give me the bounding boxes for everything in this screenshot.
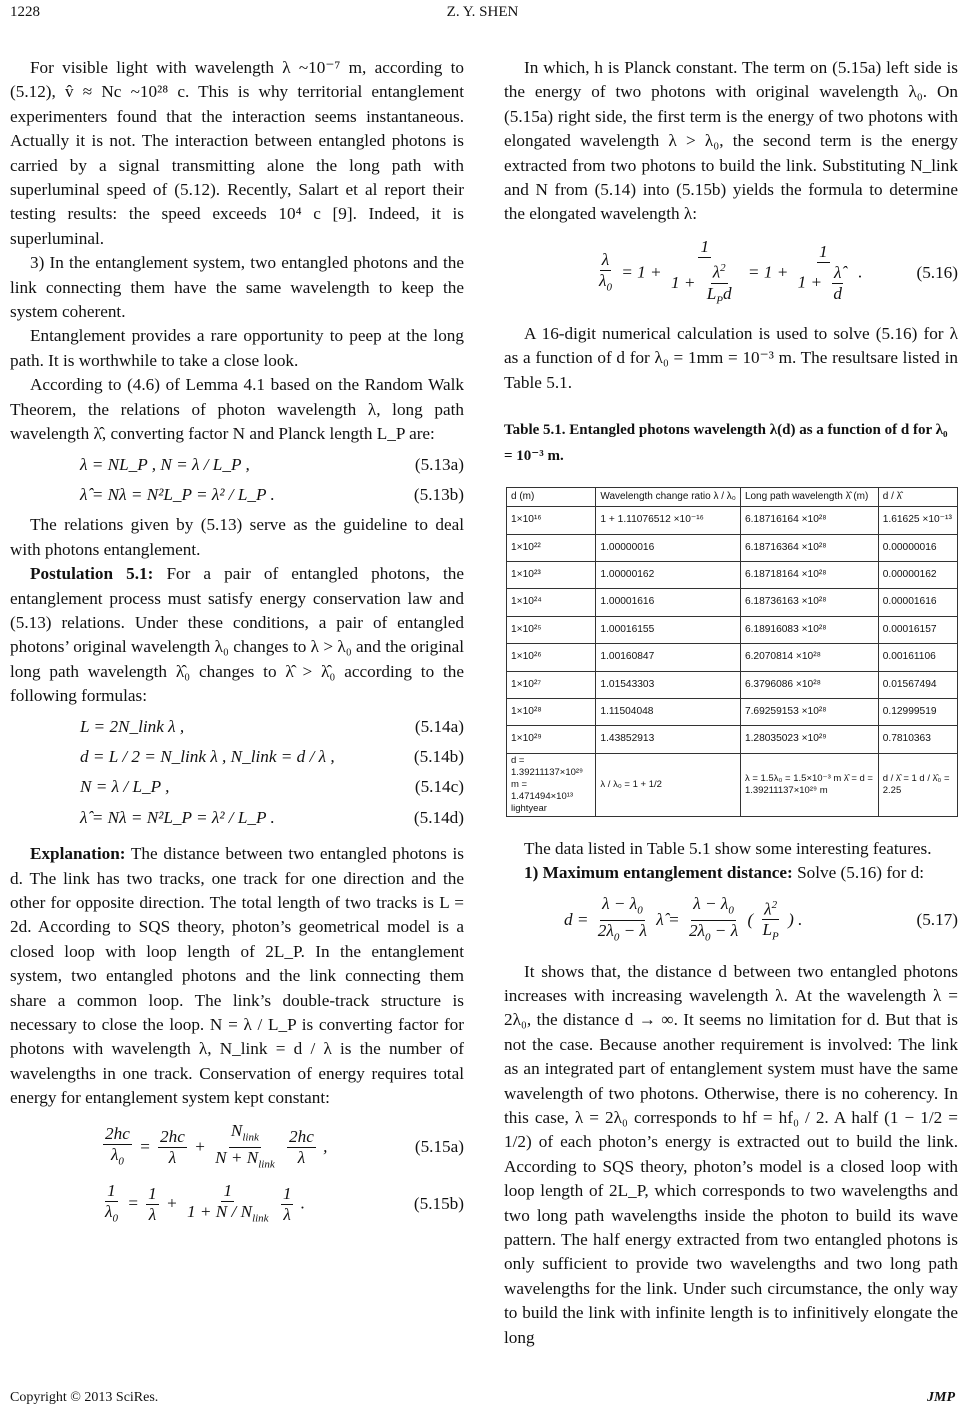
equation-5-14b: d = L / 2 = N_link λ , N_link = d / λ , (5.14b) bbox=[80, 746, 464, 766]
paragraph: The relations given by (5.13) serve as the guideline to deal with photons entanglement. bbox=[10, 515, 464, 559]
page-header bbox=[0, 0, 965, 40]
table-cell: 6.2070814 ×10²⁸ bbox=[740, 644, 878, 671]
table-row bbox=[507, 699, 958, 726]
table-cell: 0.00000162 bbox=[878, 562, 957, 589]
table-cell: 0.12999519 bbox=[878, 699, 957, 726]
table-row bbox=[507, 644, 958, 671]
paragraph: It shows that, the distance d between two entangled photons increases with increasing wavelength λ. At the wavelength λ = 2λ₀, the distance d → ∞. It seems no limitation for d. But that is not the case. Because another requirement is involved: The link as an integrated part of entanglement system must have the same wavelength of two photons. Otherwise, there is no coherency. In this case, λ = 2λ₀ corresponds to hf = hf₀ / 2. A half (1 − 1/2 = 1/2) of each photon’s energy is extracted out to build the link. According to SQS theory, photon’s model is a closed loop with loop length of 2L_P, which corresponds to two wavelengths and two long path wavelengths inside the photon to build its wave pattern. The half energy extracted from two entangled photons is only sufficient to provide two wavelengths and two long path wavelengths for the link. Under such circumstance, the only way to build the link with infinite length is to infinitively elongate the long bbox=[504, 961, 958, 1347]
table-cell: 6.3796086 ×10²⁸ bbox=[740, 671, 878, 698]
equation-5-14c: N = λ / L_P , (5.14c) bbox=[80, 777, 464, 797]
max-distance-paragraph: 1) Maximum entanglement distance: Solve (5.16) for d: bbox=[524, 863, 925, 883]
table-cell: 1×10²⁷ bbox=[507, 671, 596, 698]
explanation-title: Explanation: bbox=[30, 844, 126, 864]
postulation-title: Postulation 5.1: bbox=[30, 564, 154, 584]
table-header: Long path wavelength λ̂ (m) bbox=[740, 488, 878, 507]
table-cell: 1×10²⁸ bbox=[507, 699, 596, 726]
table-cell: 0.00000016 bbox=[878, 534, 957, 561]
table-cell: 1.11504048 bbox=[596, 699, 741, 726]
explanation-paragraph: Explanation: The distance between two entangled photons is d. The link has two tracks, one track for one direction and the other for opposite direction. The total length of two tracks is L = 2d. According to SQS theory, photon’s geometrical model is a closed loop with loop length of 2L_P. In the entanglement system, two entangled photons and the link connecting them share a common loop. The link’s double-track structure is necessary to close the loop. N = λ / L_P is converting factor for photons with wavelength λ, N_link = d / λ is the number of wavelengths in one track. Conservation of energy requires total energy for entanglement system kept constant: bbox=[10, 844, 464, 1108]
table-cell: 1×10²² bbox=[507, 534, 596, 561]
left-column bbox=[10, 56, 464, 1234]
table-header: d (m) bbox=[507, 488, 596, 507]
table-cell: 6.18718164 ×10²⁸ bbox=[740, 562, 878, 589]
table-cell: 0.00001616 bbox=[878, 589, 957, 616]
table-cell: 0.7810363 bbox=[878, 726, 957, 753]
table-cell: 0.00016157 bbox=[878, 616, 957, 643]
table-row bbox=[507, 562, 958, 589]
table-cell: d = 1.39211137×10²⁹ m = 1.471494×10¹³ lightyear bbox=[507, 753, 596, 816]
paragraph: 3) In the entanglement system, two entangled photons and the link connecting them have the same wavelength to keep the system coherent. bbox=[10, 253, 464, 322]
table-cell: 0.00161106 bbox=[878, 644, 957, 671]
paragraph: A 16-digit numerical calculation is used to solve (5.16) for λ as a function of d for λ₀ = 1mm = 10⁻³ m. The resultsare listed in Table 5.1. bbox=[504, 324, 958, 392]
table-cell: 1.28035023 ×10²⁹ bbox=[740, 726, 878, 753]
table-cell: 6.18736163 ×10²⁸ bbox=[740, 589, 878, 616]
max-distance-title: 1) Maximum entanglement distance: bbox=[524, 863, 793, 883]
equation-5-14a: L = 2N_link λ , (5.14a) bbox=[80, 716, 464, 736]
equation-5-13a: λ = NL_P , N = λ / L_P , (5.13a) bbox=[80, 454, 464, 474]
table-cell: 1.00160847 bbox=[596, 644, 741, 671]
table-cell: 1.00016155 bbox=[596, 616, 741, 643]
table-cell: 0.01567494 bbox=[878, 671, 957, 698]
table-cell: λ = 1.5λ₀ = 1.5×10⁻³ m λ̂ = d = 1.39211137×10²⁹ m bbox=[740, 753, 878, 816]
equation-5-16: $\frac{\lambda}{\lambda_0}$ = 1 + 1 1 + $\frac{\lambda^2}{L_Pd}$ = 1 + 1 1 + $\frac{\lambdâ}{d}$ . (5.16) bbox=[599, 236, 958, 307]
table-cell: 1×10²⁵ bbox=[507, 616, 596, 643]
table-cell: 1 + 1.11076512 ×10⁻¹⁶ bbox=[596, 507, 741, 534]
table-cell: 1×10²⁹ bbox=[507, 726, 596, 753]
table-cell: 1.43852913 bbox=[596, 726, 741, 753]
table-caption: Table 5.1. Entangled photons wavelength λ(d) as a function of d for λ₀ = 10⁻³ m. bbox=[504, 422, 948, 465]
paragraph: According to (4.6) of Lemma 4.1 based on the Random Walk Theorem, the relations of photon wavelength λ, long path wavelength λ̂, converting factor N and Planck length L_P are: bbox=[10, 375, 464, 444]
table-cell: 1×10²³ bbox=[507, 562, 596, 589]
table-row bbox=[507, 671, 958, 698]
table-cell: 1×10¹⁶ bbox=[507, 507, 596, 534]
paragraph: The data listed in Table 5.1 show some interesting features. bbox=[524, 838, 932, 858]
table-cell: λ / λ₀ = 1 + 1/2 bbox=[596, 753, 741, 816]
table-row bbox=[507, 589, 958, 616]
table-cell: 6.18916083 ×10²⁸ bbox=[740, 616, 878, 643]
equation-5-15a: $\frac{2hc}{\lambda_0}$ = $\frac{2hc}{\lambda}$ + $\frac{N_{link}}{N + N_{link}}$ $\frac{2hc}{\lambda}$ , (5.15a) bbox=[105, 1120, 464, 1171]
table-row bbox=[507, 507, 958, 534]
equation-5-17: d = $\frac{\lambda - \lambda_0}{2\lambda_0 - \lambda}$ λ̂ = $\frac{\lambda - \lambda_0}{2\lambda_0 - \lambda}$ ( $\frac{\lambda^2}{L_P}$ ) . (5.17) bbox=[564, 893, 958, 944]
right-column bbox=[504, 56, 958, 1350]
table-cell: 6.18716164 ×10²⁸ bbox=[740, 507, 878, 534]
table-header: d / λ̂ bbox=[878, 488, 957, 507]
table-cell: 6.18716364 ×10²⁸ bbox=[740, 534, 878, 561]
running-author: Z. Y. SHEN bbox=[446, 4, 519, 20]
table-cell: 1.00001616 bbox=[596, 589, 741, 616]
table-cell: 1.01543303 bbox=[596, 671, 741, 698]
table-cell: 1.00000162 bbox=[596, 562, 741, 589]
table-row bbox=[507, 726, 958, 753]
paragraph: Entanglement provides a rare opportunity to peep at the long path. It is worthwhile to take a close look. bbox=[10, 326, 464, 370]
journal-abbrev: JMP bbox=[927, 1390, 955, 1405]
table-cell: 1.00000016 bbox=[596, 534, 741, 561]
paragraph: In which, h is Planck constant. The term on (5.15a) left side is the energy of two photons with original wavelength λ₀. On (5.15a) right side, the first term is the energy of two photons with elongated wavelength λ > λ₀, the second term is the energy extracted from two photons to build the link. Substituting N_link and N from (5.14) into (5.15b) yields the formula to determine the elongated wavelength λ: bbox=[504, 58, 958, 224]
table-cell: 1×10²⁶ bbox=[507, 644, 596, 671]
paragraph: For visible light with wavelength λ ~10⁻⁷ m, according to (5.12), v̂ ≈ Nc ~10²⁸ c. This is why territorial entanglement experimenters found that the interaction seems instantaneous. Actually it is not. The interaction between entangled photons is carried by a signal transmitting alone the long path with superluminal speed of (5.12). Recently, Salart et al report their testing results: the speed exceeds 10⁴ c [9]. Indeed, it is superluminal. bbox=[10, 58, 464, 248]
table-cell: 7.69259153 ×10²⁸ bbox=[740, 699, 878, 726]
table-header: Wavelength change ratio λ / λ₀ bbox=[596, 488, 741, 507]
table-cell: 1.61625 ×10⁻¹³ bbox=[878, 507, 957, 534]
table-row bbox=[507, 534, 958, 561]
page-number: 1228 bbox=[10, 4, 40, 20]
copyright: Copyright © 2013 SciRes. bbox=[10, 1390, 159, 1405]
table-row bbox=[507, 616, 958, 643]
postulation-paragraph: Postulation 5.1: For a pair of entangled photons, the entanglement process must satisfy energy conservation law and (5.13) relations. Under these conditions, a pair of entangled photons’ original wavelength λ₀ changes to λ > λ₀ and the original long path wavelength λ̂₀ changes to λ̂ > λ̂₀ according to the following formulas: bbox=[10, 564, 464, 706]
table-cell: 1×10²⁴ bbox=[507, 589, 596, 616]
table-row-summary bbox=[507, 753, 958, 816]
data-table bbox=[506, 487, 958, 817]
equation-5-13b: λ̂ = Nλ = N²L_P = λ² / L_P . (5.13b) bbox=[80, 484, 464, 504]
equation-5-14d: λ̂ = Nλ = N²L_P = λ² / L_P . (5.14d) bbox=[80, 807, 464, 827]
table-cell: d / λ̂ = 1 d / λ̂₀ = 2.25 bbox=[878, 753, 957, 816]
equation-5-15b: $\frac{1}{\lambda_0}$ = $\frac{1}{\lambda}$ + $\frac{1}{1 + N / N_{link}}$ $\frac{1}{\lambda}$ . (5.15b) bbox=[105, 1180, 464, 1224]
